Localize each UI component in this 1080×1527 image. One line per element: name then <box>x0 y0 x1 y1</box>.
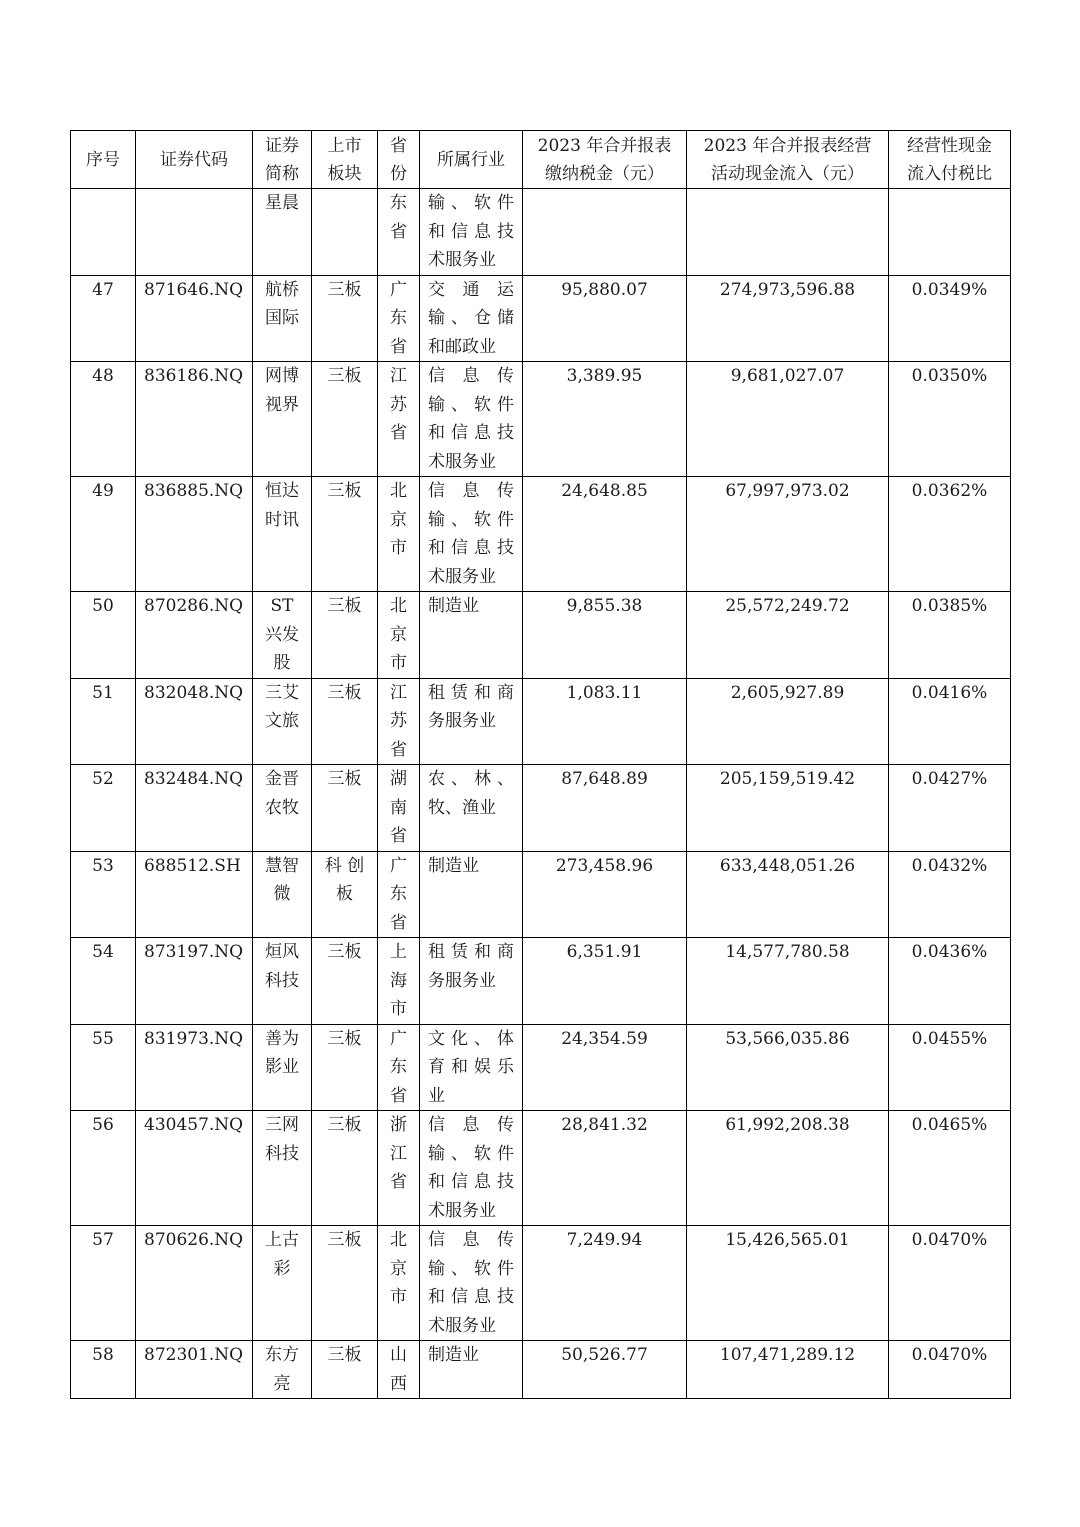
header-name <box>253 131 312 189</box>
cell-name-line: 金晋 <box>265 769 299 789</box>
cell-province-line: 山 <box>390 1345 407 1365</box>
cell-province-line: 东 <box>390 193 407 213</box>
cell-province-line: 东 <box>390 308 407 328</box>
cell-ratio: 0.0436% <box>889 938 1011 1025</box>
cell-idx: 57 <box>71 1226 136 1341</box>
cell-province <box>378 592 420 679</box>
cell-name-line: 科技 <box>265 1143 299 1164</box>
cell-industry-line: 信 息 传 <box>428 1115 514 1135</box>
cell-industry-line: 信 息 传 <box>428 1230 514 1250</box>
cell-name <box>253 275 312 362</box>
cell-idx: 51 <box>71 678 136 765</box>
cell-name-line: 兴发 <box>265 624 299 645</box>
header-board-line: 板块 <box>327 163 362 184</box>
header-name-line: 简称 <box>265 163 299 184</box>
cell-code <box>136 189 253 276</box>
cell-province-line: 北 <box>390 481 407 501</box>
cell-idx: 49 <box>71 477 136 592</box>
cell-name <box>253 678 312 765</box>
cell-province-line: 省 <box>390 336 407 357</box>
cell-province-line: 省 <box>390 1085 407 1106</box>
cell-code: 831973.NQ <box>136 1024 253 1111</box>
cell-industry-line: 制造业 <box>428 1345 479 1365</box>
cell-industry-line: 租赁和商 <box>428 682 514 703</box>
cell-ratio: 0.0455% <box>889 1024 1011 1111</box>
cell-province-line: 京 <box>390 509 407 530</box>
cell-board <box>312 477 378 592</box>
cell-idx: 58 <box>71 1341 136 1399</box>
cell-cash: 61,992,208.38 <box>687 1111 889 1226</box>
cell-code: 832484.NQ <box>136 765 253 852</box>
cell-board-line: 三板 <box>327 596 362 616</box>
header-name-line: 证券 <box>265 135 299 156</box>
cell-name-line: 时讯 <box>265 509 299 530</box>
header-cash <box>687 131 889 189</box>
cell-code: 873197.NQ <box>136 938 253 1025</box>
cell-board-line: 三板 <box>327 1230 362 1250</box>
cell-cash: 25,572,249.72 <box>687 592 889 679</box>
cell-industry-line: 输、软件 <box>428 509 514 530</box>
table-row <box>71 1341 1011 1399</box>
cell-code: 870286.NQ <box>136 592 253 679</box>
cell-name-line: 三艾 <box>265 682 299 703</box>
cell-board-line: 三板 <box>327 682 362 703</box>
cell-name-line: 微 <box>273 884 291 904</box>
cell-industry-line: 和邮政业 <box>428 336 496 357</box>
cell-code: 836885.NQ <box>136 477 253 592</box>
cell-tax: 6,351.91 <box>523 938 687 1025</box>
cell-code: 688512.SH <box>136 851 253 938</box>
cell-name <box>253 851 312 938</box>
cell-industry-line: 务服务业 <box>428 711 496 731</box>
cell-code: 430457.NQ <box>136 1111 253 1226</box>
cell-province-line: 广 <box>390 855 407 876</box>
cell-name-line: 烜风 <box>265 942 299 962</box>
cell-tax: 50,526.77 <box>523 1341 687 1399</box>
cell-industry-line: 农、林、 <box>428 769 514 789</box>
cell-name-line: 网博 <box>265 366 299 386</box>
cell-board <box>312 1341 378 1399</box>
cell-code: 870626.NQ <box>136 1226 253 1341</box>
cell-industry-line: 和信息技 <box>428 221 514 242</box>
cell-province-line: 省 <box>390 912 407 933</box>
header-ratio-line: 流入付税比 <box>907 163 992 184</box>
cell-industry-line: 租赁和商 <box>428 942 514 962</box>
cell-ratio: 0.0362% <box>889 477 1011 592</box>
cell-province-line: 江 <box>390 1143 407 1164</box>
cell-tax <box>523 189 687 276</box>
cell-cash: 9,681,027.07 <box>687 362 889 477</box>
header-cash-line: 2023 年合并报表经营 <box>703 135 872 156</box>
cell-ratio <box>889 189 1011 276</box>
header-board <box>312 131 378 189</box>
cell-industry-line: 和信息技 <box>428 1172 514 1192</box>
cell-tax: 95,880.07 <box>523 275 687 362</box>
cell-province-line: 浙 <box>390 1115 407 1135</box>
cell-province <box>378 765 420 852</box>
cell-idx: 50 <box>71 592 136 679</box>
cell-name <box>253 477 312 592</box>
cell-board <box>312 1226 378 1341</box>
cell-board-line: 三板 <box>327 279 362 300</box>
cell-province-line: 广 <box>390 1028 407 1049</box>
cell-province <box>378 275 420 362</box>
cell-industry <box>420 189 523 276</box>
table-row <box>71 1111 1011 1226</box>
cell-province-line: 西 <box>390 1373 407 1394</box>
cell-industry-line: 信 息 传 <box>428 481 514 501</box>
cell-province-line: 省 <box>390 221 407 242</box>
cell-name <box>253 1341 312 1399</box>
cell-code: 832048.NQ <box>136 678 253 765</box>
table-row-continued <box>71 189 1011 276</box>
cell-province-line: 江 <box>390 682 407 703</box>
cell-name-line: 国际 <box>265 308 299 328</box>
table-row <box>71 477 1011 592</box>
cell-name-line: 彩 <box>273 1258 291 1279</box>
cell-board <box>312 938 378 1025</box>
cell-province <box>378 1024 420 1111</box>
cell-tax: 87,648.89 <box>523 765 687 852</box>
cell-name-line: 恒达 <box>265 481 299 501</box>
cell-tax: 1,083.11 <box>523 678 687 765</box>
cell-name-line: 善为 <box>265 1028 299 1049</box>
cell-province-line: 苏 <box>390 394 407 415</box>
cell-industry <box>420 938 523 1025</box>
header-province-line: 份 <box>390 163 407 184</box>
cell-board <box>312 592 378 679</box>
cell-name-line: ST <box>270 596 294 616</box>
cell-province-line: 广 <box>390 279 407 300</box>
cell-idx: 54 <box>71 938 136 1025</box>
cell-ratio: 0.0350% <box>889 362 1011 477</box>
cell-industry-line: 术服务业 <box>428 451 496 472</box>
cell-province-line: 省 <box>390 826 407 846</box>
cell-ratio: 0.0385% <box>889 592 1011 679</box>
cell-industry <box>420 592 523 679</box>
cell-industry <box>420 1226 523 1341</box>
cell-name <box>253 765 312 852</box>
cell-industry <box>420 1111 523 1226</box>
cell-name-line: 东方 <box>265 1345 299 1365</box>
cell-ratio: 0.0432% <box>889 851 1011 938</box>
header-board-line: 上市 <box>327 135 362 156</box>
cell-board-line: 三板 <box>327 1028 362 1049</box>
cell-name <box>253 362 312 477</box>
cell-code: 836186.NQ <box>136 362 253 477</box>
cell-industry-line: 输、软件 <box>428 1258 514 1279</box>
cell-tax: 9,855.38 <box>523 592 687 679</box>
cell-province-line: 苏 <box>390 711 407 731</box>
cell-industry-line: 和信息技 <box>428 423 514 443</box>
cell-province-line: 省 <box>390 739 407 760</box>
header-tax-line: 缴纳税金（元） <box>545 163 664 184</box>
cell-province <box>378 477 420 592</box>
header-province-line: 省 <box>390 135 407 156</box>
cell-province-line: 市 <box>390 999 407 1019</box>
cell-province-line: 市 <box>390 653 407 673</box>
cell-code: 871646.NQ <box>136 275 253 362</box>
cell-province <box>378 678 420 765</box>
cell-province-line: 江 <box>390 366 407 386</box>
cell-idx: 47 <box>71 275 136 362</box>
cell-cash: 633,448,051.26 <box>687 851 889 938</box>
table-row <box>71 678 1011 765</box>
table-row <box>71 1024 1011 1111</box>
cell-province <box>378 938 420 1025</box>
cell-tax: 24,354.59 <box>523 1024 687 1111</box>
cell-board <box>312 1024 378 1111</box>
table-row <box>71 938 1011 1025</box>
cell-industry-line: 术服务业 <box>428 566 496 587</box>
cell-ratio: 0.0349% <box>889 275 1011 362</box>
cell-province <box>378 851 420 938</box>
header-row <box>71 131 1011 189</box>
cell-industry-line: 交 通 运 <box>428 279 514 300</box>
cell-board <box>312 851 378 938</box>
header-tax-line: 2023 年合并报表 <box>537 135 672 156</box>
cell-idx: 48 <box>71 362 136 477</box>
cell-board <box>312 275 378 362</box>
cell-province-line: 京 <box>390 624 407 645</box>
cell-industry <box>420 765 523 852</box>
cell-province <box>378 189 420 276</box>
cell-province <box>378 1341 420 1399</box>
cell-industry <box>420 362 523 477</box>
cell-industry-line: 业 <box>428 1085 445 1106</box>
cell-name-line: 上古 <box>265 1230 299 1250</box>
cell-industry <box>420 275 523 362</box>
header-idx: 序号 <box>71 131 136 189</box>
cell-ratio: 0.0416% <box>889 678 1011 765</box>
cell-board <box>312 678 378 765</box>
header-ratio <box>889 131 1011 189</box>
cell-board-line: 科 创 <box>324 855 365 876</box>
cell-name <box>253 1111 312 1226</box>
table-row <box>71 851 1011 938</box>
cell-name-line: 农牧 <box>265 797 299 818</box>
cell-industry-line: 输、软件 <box>428 1143 514 1164</box>
cell-name-line: 慧智 <box>265 855 299 876</box>
cell-province-line: 东 <box>390 884 407 904</box>
cell-board <box>312 765 378 852</box>
cell-cash <box>687 189 889 276</box>
cell-ratio: 0.0427% <box>889 765 1011 852</box>
table-row <box>71 592 1011 679</box>
cell-cash: 2,605,927.89 <box>687 678 889 765</box>
cell-idx: 52 <box>71 765 136 852</box>
cell-name <box>253 1024 312 1111</box>
header-code: 证券代码 <box>136 131 253 189</box>
cell-name-line: 三网 <box>265 1115 299 1135</box>
cell-province-line: 省 <box>390 1172 407 1192</box>
cell-province <box>378 1226 420 1341</box>
cell-cash: 107,471,289.12 <box>687 1341 889 1399</box>
cell-idx: 55 <box>71 1024 136 1111</box>
cell-industry <box>420 1341 523 1399</box>
cell-tax: 273,458.96 <box>523 851 687 938</box>
cell-industry-line: 文化、体 <box>428 1028 514 1049</box>
cell-province-line: 东 <box>390 1057 407 1077</box>
cell-name-line: 亮 <box>273 1373 291 1394</box>
cell-province-line: 北 <box>390 596 407 616</box>
cell-industry-line: 输、仓储 <box>428 308 514 328</box>
cell-industry-line: 和信息技 <box>428 1287 514 1307</box>
cell-province <box>378 362 420 477</box>
cell-industry-line: 牧、渔业 <box>428 797 496 818</box>
cell-name-line: 股 <box>273 653 291 673</box>
cell-tax: 7,249.94 <box>523 1226 687 1341</box>
table-row <box>71 1226 1011 1341</box>
cell-name-line: 科技 <box>265 970 299 991</box>
cell-idx <box>71 189 136 276</box>
cell-board-line: 三板 <box>327 942 362 962</box>
cell-industry-line: 制造业 <box>428 596 479 616</box>
cell-ratio: 0.0470% <box>889 1341 1011 1399</box>
cell-tax: 28,841.32 <box>523 1111 687 1226</box>
cell-province <box>378 1111 420 1226</box>
cell-industry-line: 术服务业 <box>428 250 496 270</box>
cell-board <box>312 1111 378 1226</box>
cell-board-line: 三板 <box>327 1345 362 1365</box>
cell-province-line: 北 <box>390 1230 407 1250</box>
cell-tax: 24,648.85 <box>523 477 687 592</box>
cell-province-line: 湖 <box>390 769 407 789</box>
cell-code: 872301.NQ <box>136 1341 253 1399</box>
cell-board <box>312 362 378 477</box>
cell-board <box>312 189 378 276</box>
cell-industry-line: 制造业 <box>428 855 479 876</box>
cell-province-line: 京 <box>390 1258 407 1279</box>
cell-industry-line: 务服务业 <box>428 970 496 991</box>
cell-industry <box>420 477 523 592</box>
cell-board-line: 三板 <box>327 1115 362 1135</box>
table-row <box>71 275 1011 362</box>
cell-industry <box>420 678 523 765</box>
cell-industry-line: 信 息 传 <box>428 366 514 386</box>
cell-name <box>253 592 312 679</box>
cell-industry-line: 术服务业 <box>428 1315 496 1336</box>
cell-board-line: 板 <box>336 884 353 904</box>
cell-name-line: 影业 <box>265 1057 299 1077</box>
cell-industry-line: 和信息技 <box>428 538 514 558</box>
cell-ratio: 0.0465% <box>889 1111 1011 1226</box>
cell-name-line: 星晨 <box>265 193 299 213</box>
cell-name <box>253 1226 312 1341</box>
table-row <box>71 765 1011 852</box>
cell-name <box>253 189 312 276</box>
header-tax <box>523 131 687 189</box>
cell-cash: 53,566,035.86 <box>687 1024 889 1111</box>
cell-name-line: 文旅 <box>265 711 299 731</box>
cell-cash: 205,159,519.42 <box>687 765 889 852</box>
cell-cash: 274,973,596.88 <box>687 275 889 362</box>
cell-industry-line: 育和娱乐 <box>428 1057 514 1077</box>
cell-province-line: 南 <box>390 797 407 818</box>
header-ratio-line: 经营性现金 <box>907 135 992 156</box>
cell-board-line: 三板 <box>327 366 362 386</box>
cell-cash: 14,577,780.58 <box>687 938 889 1025</box>
cell-ratio: 0.0470% <box>889 1226 1011 1341</box>
cell-province-line: 上 <box>390 942 407 962</box>
cell-tax: 3,389.95 <box>523 362 687 477</box>
cell-province-line: 海 <box>390 970 407 991</box>
cell-province-line: 市 <box>390 538 407 558</box>
header-industry: 所属行业 <box>420 131 523 189</box>
header-province <box>378 131 420 189</box>
cell-name-line: 航桥 <box>265 279 299 300</box>
table-body <box>71 189 1011 1399</box>
cell-cash: 67,997,973.02 <box>687 477 889 592</box>
cell-board-line: 三板 <box>327 769 362 789</box>
cell-industry-line: 输、软件 <box>428 394 514 415</box>
table-row <box>71 362 1011 477</box>
cell-industry <box>420 851 523 938</box>
cell-province-line: 市 <box>390 1287 407 1307</box>
tax-ratio-table <box>70 130 1011 1399</box>
cell-idx: 53 <box>71 851 136 938</box>
cell-idx: 56 <box>71 1111 136 1226</box>
cell-board-line: 三板 <box>327 481 362 501</box>
cell-name-line: 视界 <box>265 394 299 415</box>
cell-name <box>253 938 312 1025</box>
cell-industry <box>420 1024 523 1111</box>
cell-industry-line: 输、软件 <box>428 193 514 213</box>
header-cash-line: 活动现金流入（元） <box>711 163 864 184</box>
cell-cash: 15,426,565.01 <box>687 1226 889 1341</box>
cell-industry-line: 术服务业 <box>428 1200 496 1221</box>
cell-province-line: 省 <box>390 423 407 443</box>
